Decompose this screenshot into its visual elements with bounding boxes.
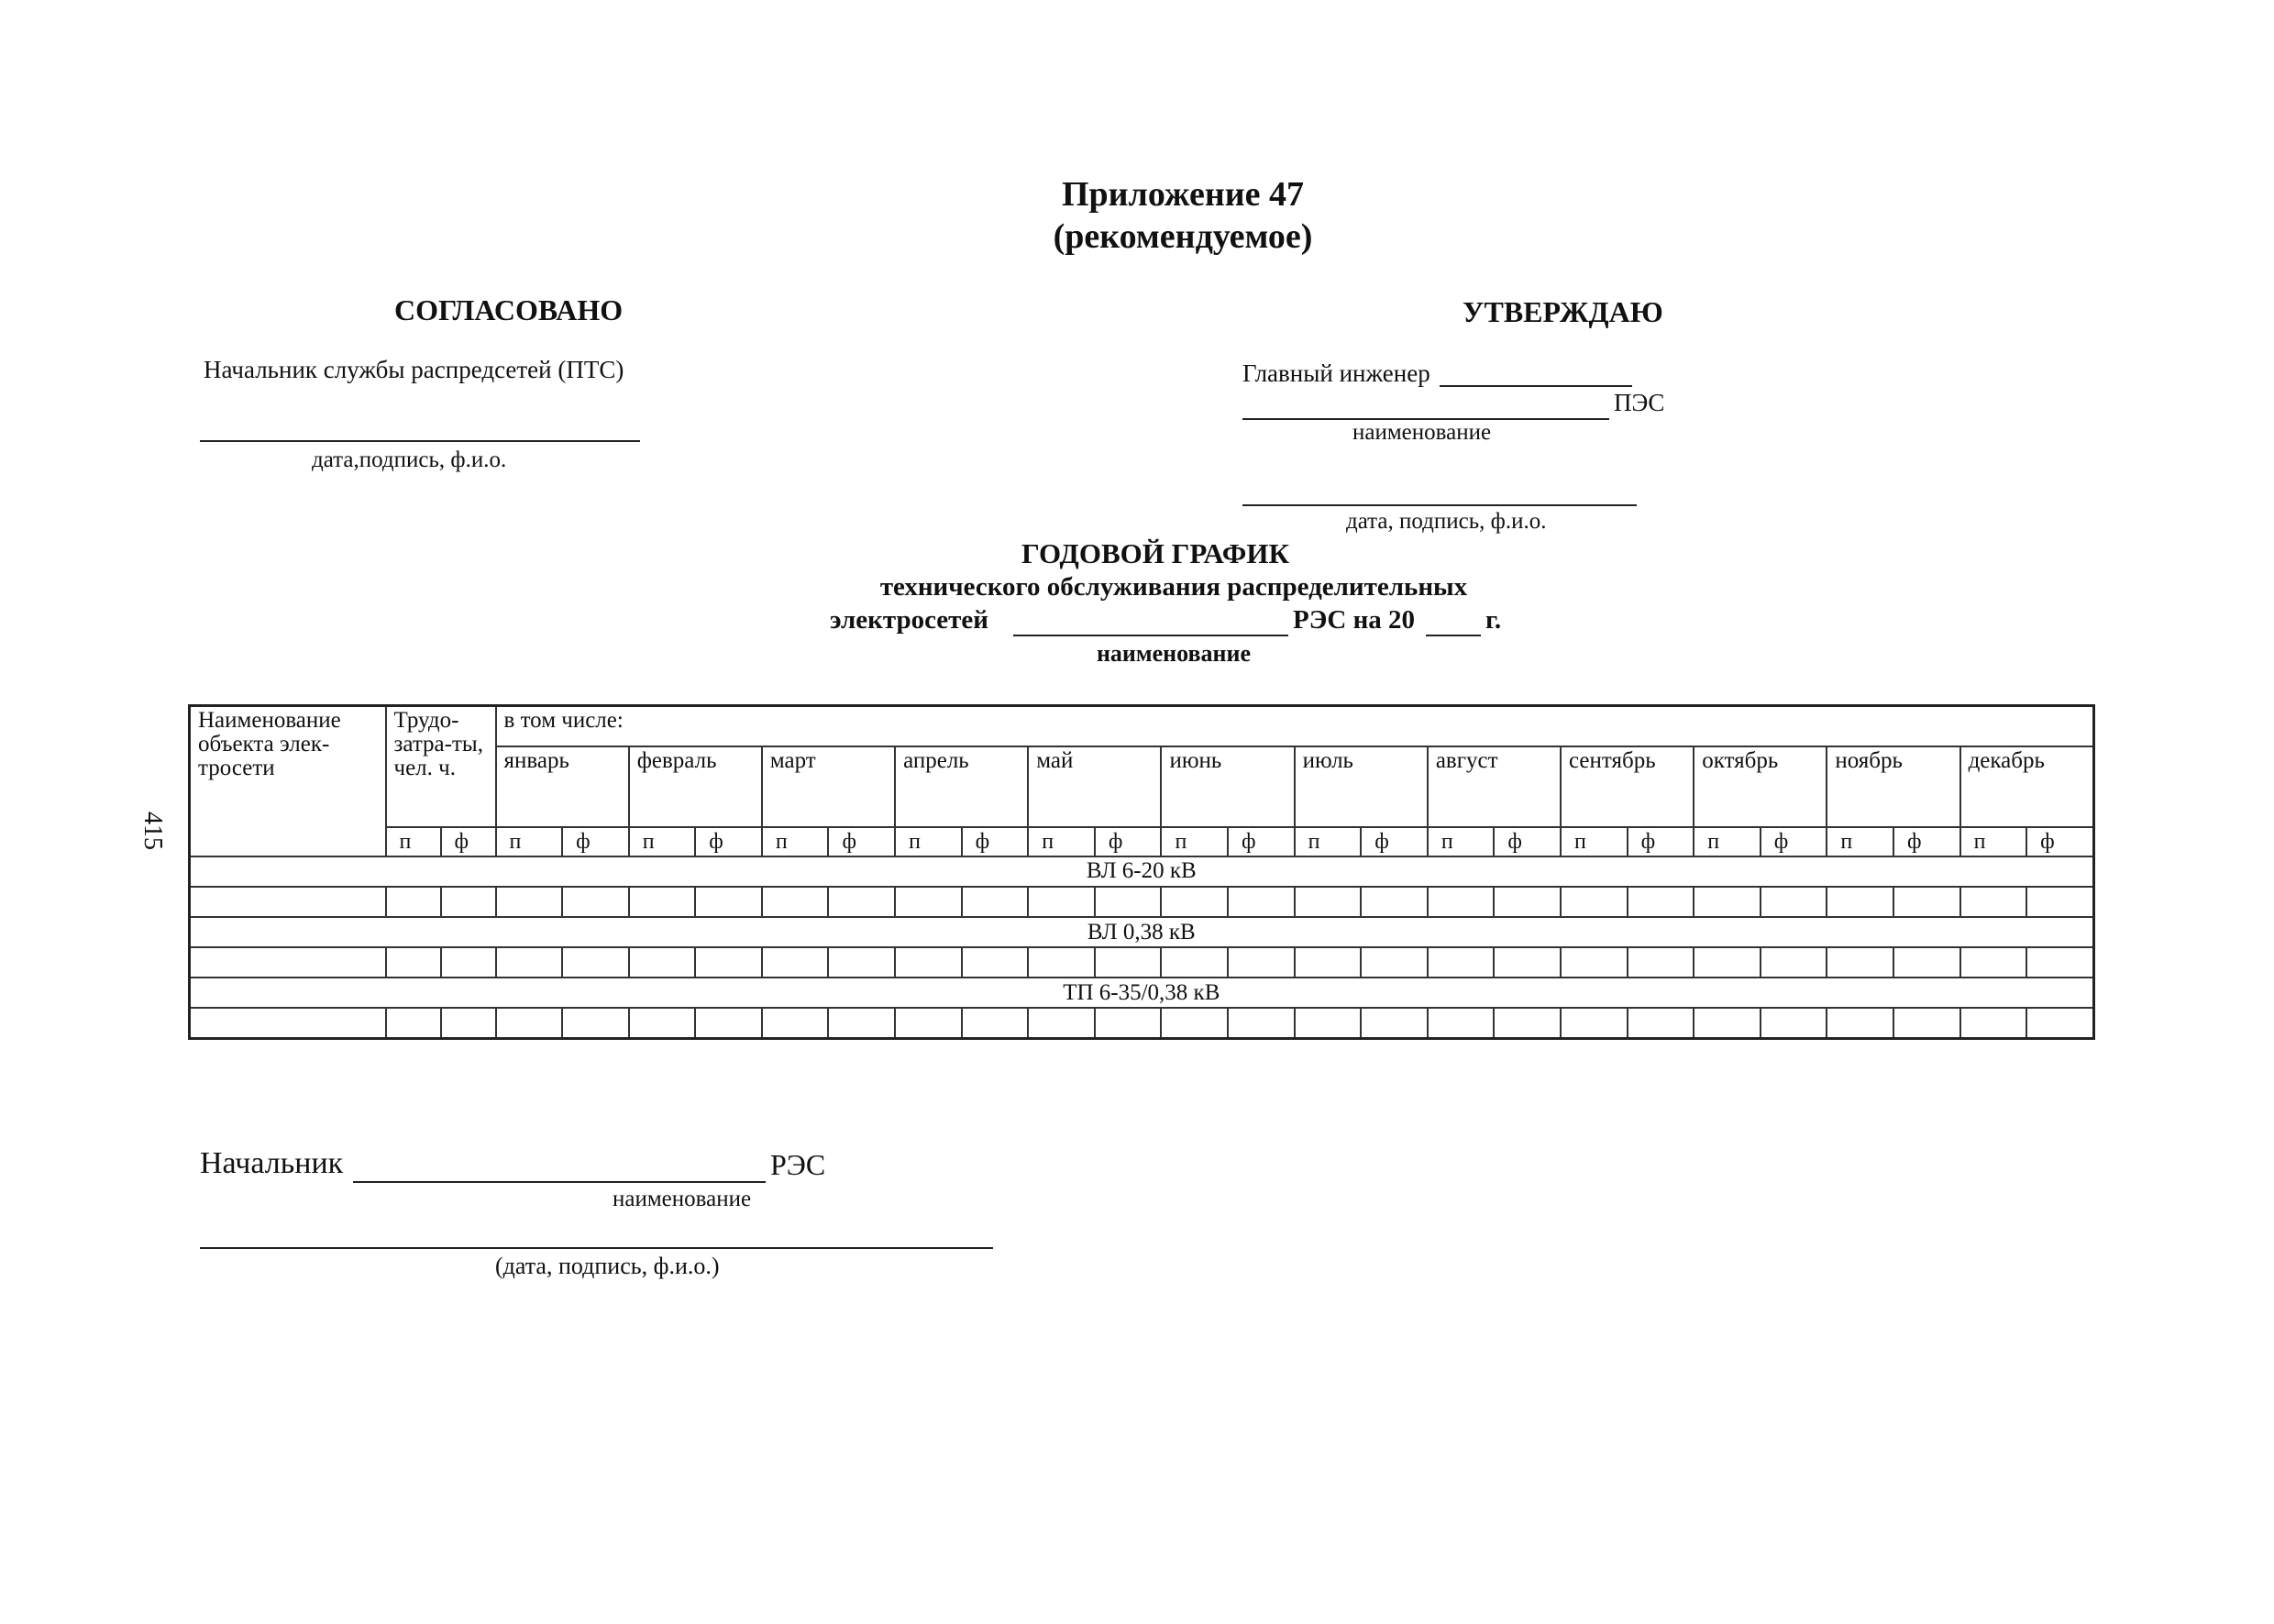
table-cell[interactable] <box>190 887 386 918</box>
table-cell[interactable] <box>2026 1008 2093 1039</box>
pes-label: ПЭС <box>1614 389 1665 416</box>
plan-header: п <box>629 827 696 857</box>
table-cell[interactable] <box>562 947 629 978</box>
table-cell[interactable] <box>762 887 829 918</box>
plan-header: п <box>1295 827 1362 857</box>
footer-name-note: наименование <box>613 1187 752 1211</box>
table-cell[interactable] <box>1228 947 1295 978</box>
table-cell[interactable] <box>1361 947 1428 978</box>
schedule-subtitle-grids: электросетей <box>830 605 989 635</box>
table-cell[interactable] <box>1295 1008 1362 1039</box>
table-cell[interactable] <box>190 947 386 978</box>
approve-signature-line[interactable] <box>1242 504 1637 506</box>
plan-header: п <box>1960 827 2027 857</box>
table-cell[interactable] <box>2026 887 2093 918</box>
section-header: ТП 6-35/0,38 кВ <box>190 978 2094 1008</box>
table-cell[interactable] <box>386 947 441 978</box>
footer-res-label: РЭС <box>770 1148 826 1181</box>
month-header: январь <box>496 746 629 826</box>
plan-header: п <box>496 827 563 857</box>
table-cell[interactable] <box>828 947 895 978</box>
month-header: август <box>1428 746 1561 826</box>
table-cell[interactable] <box>695 887 762 918</box>
schedule-name-note: наименование <box>1096 640 1252 667</box>
table-cell[interactable] <box>441 887 496 918</box>
table-cell[interactable] <box>1095 1008 1162 1039</box>
table-cell[interactable] <box>895 887 962 918</box>
table-cell[interactable] <box>1628 947 1694 978</box>
fact-header: ф <box>828 827 895 857</box>
plan-header: п <box>1161 827 1228 857</box>
plan-header: п <box>895 827 962 857</box>
table-cell[interactable] <box>1228 1008 1295 1039</box>
table-cell[interactable] <box>496 1008 563 1039</box>
res-name-line[interactable] <box>1013 635 1288 636</box>
table-cell[interactable] <box>1628 887 1694 918</box>
table-cell[interactable] <box>1827 947 1893 978</box>
month-header: июль <box>1295 746 1428 826</box>
fact-header: ф <box>1361 827 1428 857</box>
table-cell[interactable] <box>1361 887 1428 918</box>
table-cell[interactable] <box>1494 947 1561 978</box>
month-header: февраль <box>629 746 762 826</box>
table-cell[interactable] <box>762 1008 829 1039</box>
table-cell[interactable] <box>562 1008 629 1039</box>
plan-header: п <box>1028 827 1095 857</box>
month-header: сентябрь <box>1561 746 1694 826</box>
month-header: июнь <box>1161 746 1294 826</box>
plan-header: п <box>386 827 441 857</box>
agreed-sign-note: дата,подпись, ф.и.о. <box>312 447 507 472</box>
table-cell[interactable] <box>629 947 696 978</box>
fact-header: ф <box>1494 827 1561 857</box>
table-cell[interactable] <box>962 947 1029 978</box>
table-cell[interactable] <box>1428 1008 1495 1039</box>
plan-header: п <box>762 827 829 857</box>
table-cell[interactable] <box>1628 1008 1694 1039</box>
appendix-subtitle: (рекомендуемое) <box>1053 217 1313 256</box>
page-number: 415 <box>138 812 167 850</box>
agreed-heading: СОГЛАСОВАНО <box>394 293 624 326</box>
chief-engineer-line[interactable] <box>1440 385 1632 387</box>
header-object: Наименование объекта элек-тросети <box>190 706 386 857</box>
table-cell[interactable] <box>1428 887 1495 918</box>
table-cell[interactable] <box>1561 1008 1628 1039</box>
table-cell[interactable] <box>441 947 496 978</box>
table-cell[interactable] <box>828 1008 895 1039</box>
section-header: ВЛ 6-20 кВ <box>190 856 2094 887</box>
table-cell[interactable] <box>386 887 441 918</box>
fact-header: ф <box>562 827 629 857</box>
table-cell[interactable] <box>962 887 1029 918</box>
table-cell[interactable] <box>1960 1008 2027 1039</box>
table-cell[interactable] <box>629 887 696 918</box>
table-cell[interactable] <box>562 887 629 918</box>
month-header: апрель <box>895 746 1028 826</box>
schedule-table <box>188 704 2095 1040</box>
table-cell[interactable] <box>1960 947 2027 978</box>
plan-header: п <box>1428 827 1495 857</box>
table-cell[interactable] <box>1561 947 1628 978</box>
table-cell[interactable] <box>1694 947 1761 978</box>
table-cell[interactable] <box>1028 947 1095 978</box>
table-cell[interactable] <box>1893 887 1960 918</box>
table-cell[interactable] <box>895 947 962 978</box>
plan-header: п <box>1694 827 1761 857</box>
approve-sign-note: дата, подпись, ф.и.о. <box>1346 509 1547 534</box>
table-cell[interactable] <box>1761 887 1827 918</box>
table-cell[interactable] <box>895 1008 962 1039</box>
fact-header: ф <box>1095 827 1162 857</box>
fact-header: ф <box>1893 827 1960 857</box>
plan-header: п <box>1827 827 1893 857</box>
table-cell[interactable] <box>1361 1008 1428 1039</box>
table-cell[interactable] <box>2026 947 2093 978</box>
table-cell[interactable] <box>1161 947 1228 978</box>
agreed-position: Начальник службы распредсетей (ПТС) <box>204 356 624 383</box>
table-cell[interactable] <box>1161 887 1228 918</box>
schedule-subtitle-year-suffix: г. <box>1485 605 1502 635</box>
table-cell[interactable] <box>1960 887 2027 918</box>
table-cell[interactable] <box>1494 1008 1561 1039</box>
year-line[interactable] <box>1426 635 1481 636</box>
table-cell[interactable] <box>1295 947 1362 978</box>
table-cell[interactable] <box>1761 947 1827 978</box>
fact-header: ф <box>2026 827 2093 857</box>
table-cell[interactable] <box>386 1008 441 1039</box>
table-cell[interactable] <box>1761 1008 1827 1039</box>
footer-sign-note: (дата, подпись, ф.и.о.) <box>495 1253 720 1279</box>
month-header: декабрь <box>1960 746 2094 826</box>
table-cell[interactable] <box>441 1008 496 1039</box>
month-header: ноябрь <box>1827 746 1959 826</box>
appendix-title: Приложение 47 <box>1061 175 1305 214</box>
table-cell[interactable] <box>1827 1008 1893 1039</box>
table-cell[interactable] <box>1893 947 1960 978</box>
approve-heading: УТВЕРЖДАЮ <box>1463 295 1663 328</box>
table-cell[interactable] <box>1028 1008 1095 1039</box>
table-cell[interactable] <box>1295 887 1362 918</box>
month-header: октябрь <box>1694 746 1827 826</box>
month-header: март <box>762 746 895 826</box>
table-cell[interactable] <box>1228 887 1295 918</box>
agreed-signature-line[interactable] <box>200 440 640 442</box>
plan-header: п <box>1561 827 1628 857</box>
table-cell[interactable] <box>1827 887 1893 918</box>
approve-position: Главный инженер <box>1242 359 1430 387</box>
schedule-title: ГОДОВОЙ ГРАФИК <box>1021 537 1289 569</box>
schedule-subtitle-res: РЭС на 20 <box>1293 605 1416 635</box>
fact-header: ф <box>1628 827 1694 857</box>
schedule-subtitle: технического обслуживания распределительных <box>879 572 1468 602</box>
table-cell[interactable] <box>1095 887 1162 918</box>
table-cell[interactable] <box>1893 1008 1960 1039</box>
section-header: ВЛ 0,38 кВ <box>190 917 2094 947</box>
table-cell[interactable] <box>1428 947 1495 978</box>
fact-header: ф <box>1761 827 1827 857</box>
table-cell[interactable] <box>496 887 563 918</box>
footer-res-line[interactable] <box>353 1181 766 1183</box>
table-cell[interactable] <box>1561 887 1628 918</box>
table-cell[interactable] <box>1694 1008 1761 1039</box>
table-cell[interactable] <box>762 947 829 978</box>
fact-header: ф <box>1228 827 1295 857</box>
fact-header: ф <box>441 827 496 857</box>
table-cell[interactable] <box>1095 947 1162 978</box>
table-cell[interactable] <box>1694 887 1761 918</box>
table-cell[interactable] <box>1161 1008 1228 1039</box>
table-cell[interactable] <box>190 1008 386 1039</box>
footer-signature-line[interactable] <box>200 1247 993 1249</box>
fact-header: ф <box>962 827 1029 857</box>
month-header: май <box>1028 746 1161 826</box>
footer-chief-label: Начальник <box>200 1146 344 1180</box>
pes-name-note: наименование <box>1352 420 1492 445</box>
table-cell[interactable] <box>695 947 762 978</box>
header-including: в том числе: <box>496 706 2094 747</box>
table-cell[interactable] <box>496 947 563 978</box>
table-cell[interactable] <box>629 1008 696 1039</box>
table-cell[interactable] <box>1028 887 1095 918</box>
table-cell[interactable] <box>828 887 895 918</box>
fact-header: ф <box>695 827 762 857</box>
table-cell[interactable] <box>695 1008 762 1039</box>
table-cell[interactable] <box>962 1008 1029 1039</box>
table-cell[interactable] <box>1494 887 1561 918</box>
header-labor: Трудо-затра-ты, чел. ч. <box>386 706 496 827</box>
